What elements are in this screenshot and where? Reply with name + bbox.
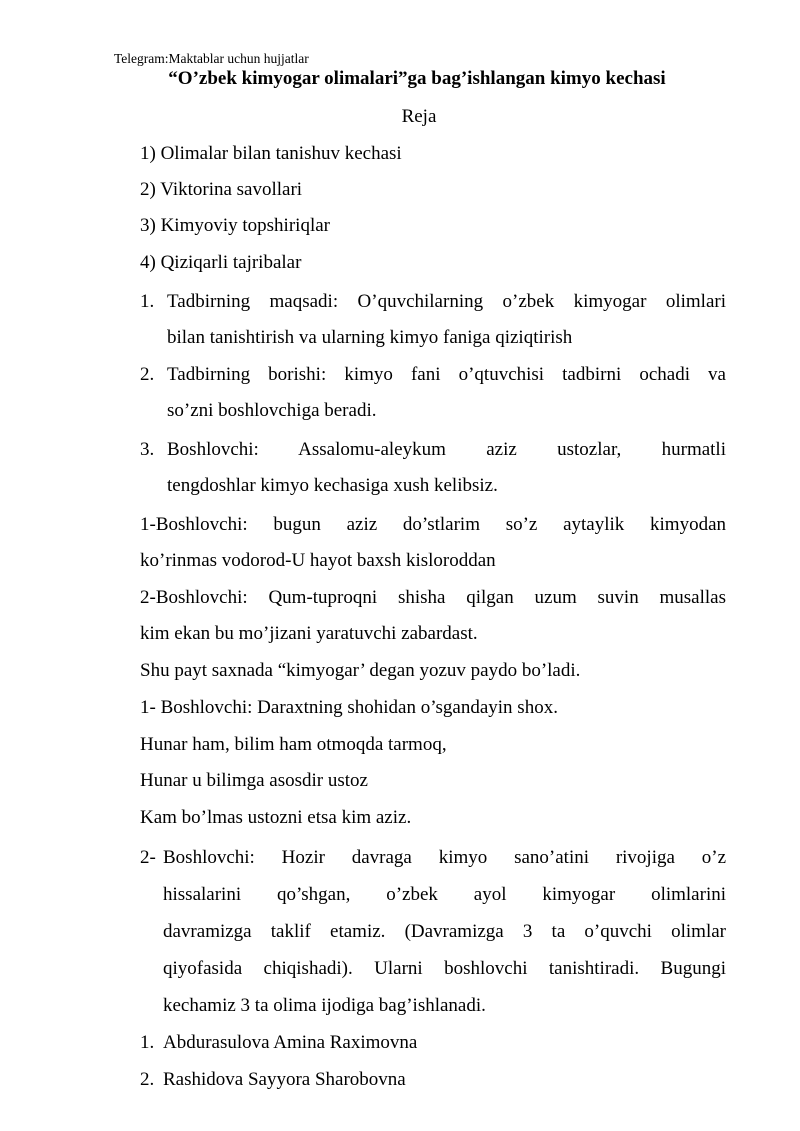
- paragraph-line: davramizga taklif etamiz. (Davramizga 3 ta o’quvchi olimlar: [163, 921, 726, 942]
- poem-line: Hunar ham, bilim ham otmoqda tarmoq,: [140, 734, 447, 755]
- paragraph-line: ko’rinmas vodorod-U hayot baxsh kisloroddan: [140, 550, 496, 571]
- item-number: 3.: [140, 439, 155, 460]
- plan-item: 1) Olimalar bilan tanishuv kechasi: [140, 143, 402, 164]
- paragraph-line: Shu payt saxnada “kimyogar’ degan yozuv paydo bo’ladi.: [140, 660, 581, 681]
- plan-item: 4) Qiziqarli tajribalar: [140, 252, 302, 273]
- poem-line: Kam bo’lmas ustozni etsa kim aziz.: [140, 807, 412, 828]
- paragraph-line: Boshlovchi: Hozir davraga kimyo sano’atini rivojiga o’z: [163, 847, 726, 868]
- paragraph-line: qiyofasida chiqishadi). Ularni boshlovchi tanishtiradi. Bugungi: [163, 958, 726, 979]
- list-number: 2.: [140, 1069, 155, 1090]
- paragraph-line: hissalarini qo’shgan, o’zbek ayol kimyogar olimlarini: [163, 884, 726, 905]
- poem-line: Hunar u bilimga asosdir ustoz: [140, 770, 368, 791]
- plan-item: 2) Viktorina savollari: [140, 179, 303, 200]
- item-text-line: so’zni boshlovchiga beradi.: [167, 400, 377, 421]
- paragraph-line: 2-Boshlovchi: Qum-tuproqni shisha qilgan uzum suvin musallas: [140, 587, 726, 608]
- scientist-name: Abdurasulova Amina Raximovna: [163, 1032, 418, 1053]
- item-number: 2.: [140, 364, 155, 385]
- paragraph-line: 1-Boshlovchi: bugun aziz do’stlarim so’z aytaylik kimyodan: [140, 514, 726, 535]
- paragraph-line: kechamiz 3 ta olima ijodiga bag’ishlanadi.: [163, 995, 486, 1016]
- item-text-line: Boshlovchi: Assalomu-aleykum aziz ustozlar, hurmatli: [167, 439, 726, 460]
- paragraph-line: kim ekan bu mo’jizani yaratuvchi zabardast.: [140, 623, 478, 644]
- scientist-name: Rashidova Sayyora Sharobovna: [163, 1069, 406, 1090]
- item-number: 2-: [140, 847, 156, 868]
- page-header: Telegram:Maktablar uchun hujjatlar: [114, 51, 309, 66]
- item-text-line: tengdoshlar kimyo kechasiga xush kelibsiz.: [167, 475, 498, 496]
- list-number: 1.: [140, 1032, 155, 1053]
- item-text-line: bilan tanishtirish va ularning kimyo faniga qiziqtirish: [167, 327, 573, 348]
- document-title: “O’zbek kimyogar olimalari”ga bag’ishlangan kimyo kechasi: [168, 68, 666, 89]
- item-number: 1.: [140, 291, 155, 312]
- plan-heading: Reja: [401, 106, 437, 127]
- plan-item: 3) Kimyoviy topshiriqlar: [140, 215, 330, 236]
- item-text-line: Tadbirning borishi: kimyo fani o’qtuvchisi tadbirni ochadi va: [167, 364, 726, 385]
- item-text-line: Tadbirning maqsadi: O’quvchilarning o’zbek kimyogar olimlari: [167, 291, 726, 312]
- paragraph-line: 1- Boshlovchi: Daraxtning shohidan o’sgandayin shox.: [140, 697, 558, 718]
